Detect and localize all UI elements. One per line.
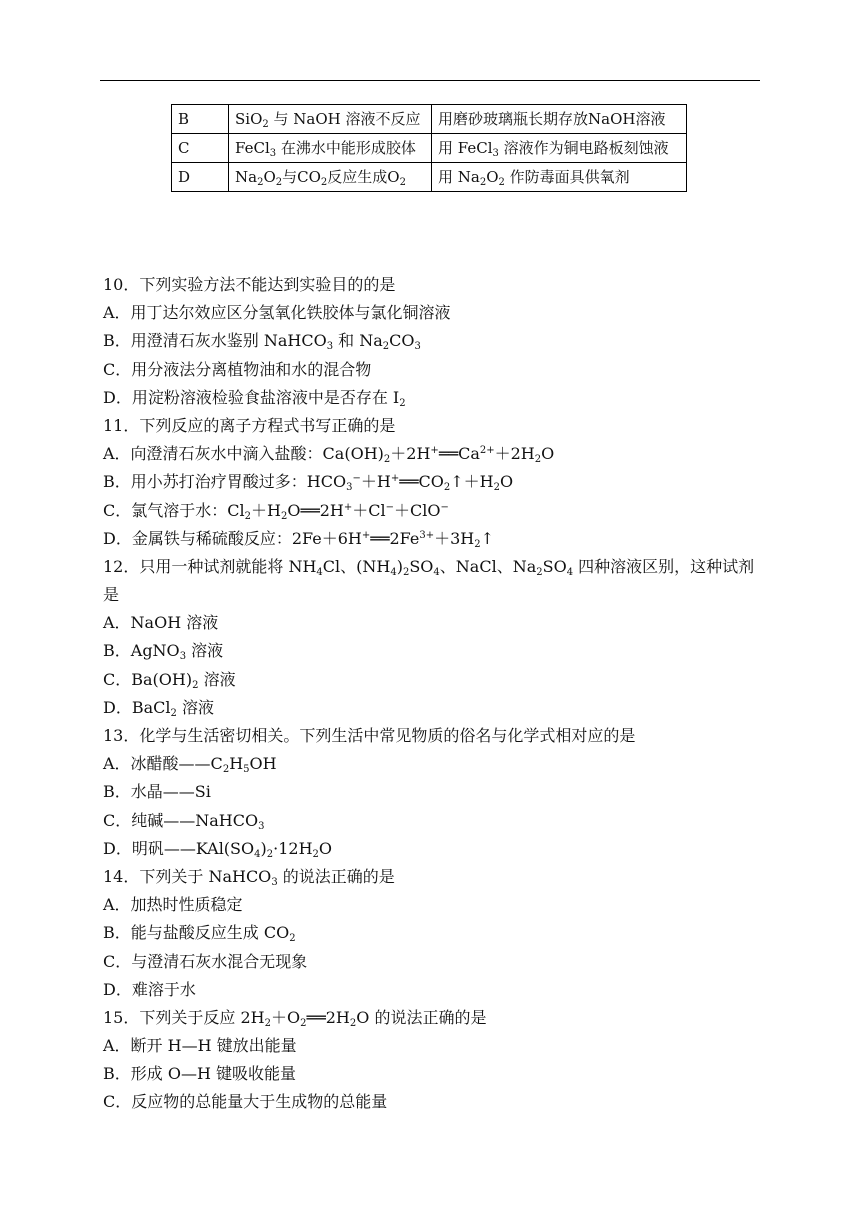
fact-cell: $Na_2O_2$与$CO_2$反应生成$O_2$	[229, 163, 432, 192]
question-stem: 12．只用一种试剂就能将 $NH_4Cl$、$(NH_4)_2SO_4$、NaCl、$Na_2SO_4$ 四种溶液区别，这种试剂	[103, 556, 755, 578]
fact-cell: SiO$_2$ 与 NaOH 溶液不反应	[229, 105, 432, 134]
answer-option: A．NaOH 溶液	[103, 613, 219, 633]
answer-option: C．与澄清石灰水混合无现象	[103, 951, 308, 971]
answer-option: C．$Ba(OH)_2$ 溶液	[103, 669, 236, 691]
answer-option: C．纯碱——NaHCO$_3$	[103, 810, 265, 832]
table-row	[172, 105, 687, 134]
answer-option: A．加热时性质稳定	[103, 895, 243, 915]
answer-option: C．用分液法分离植物油和水的混合物	[103, 359, 372, 379]
answer-option: B．用小苏打治疗胃酸过多：$HCO_3^-+H^+══CO_2↑+H_2O$	[103, 472, 514, 494]
answer-option: 是	[103, 585, 120, 605]
fact-cell: FeCl$_3$ 在沸水中能形成胶体	[229, 134, 432, 163]
table-row	[172, 163, 687, 192]
header-rule	[100, 80, 760, 81]
question-stem: 15．下列关于反应 $2H_2+O_2══2H_2O$ 的说法正确的是	[103, 1007, 487, 1029]
option-label: B	[172, 105, 229, 134]
options-table	[171, 104, 687, 192]
answer-option: D．明矾$——KAl(SO_4)_2\cdot 12H_2O$	[103, 838, 333, 860]
answer-option: D．用淀粉溶液检验食盐溶液中是否存在 $I_2$	[103, 387, 406, 409]
application-cell: 用 FeCl$_3$ 溶液作为铜电路板刻蚀液	[432, 134, 687, 163]
answer-option: B．AgNO$_3$ 溶液	[103, 641, 224, 663]
application-cell: 用 $Na_2O_2$ 作防毒面具供氧剂	[432, 163, 687, 192]
answer-option: D．金属铁与稀硫酸反应：$2Fe+6H^+══2Fe^{3+}+3H_2↑$	[103, 528, 495, 550]
answer-option: A．用丁达尔效应区分氢氧化铁胶体与氯化铜溶液	[103, 303, 451, 323]
question-stem: 13．化学与生活密切相关。下列生活中常见物质的俗名与化学式相对应的是	[103, 726, 636, 745]
questions-body	[103, 271, 763, 1117]
question-stem: 10．下列实验方法不能达到实验目的的是	[103, 275, 396, 294]
answer-option: D．BaCl$_2$ 溶液	[103, 697, 214, 719]
answer-option: B．水晶——Si	[103, 782, 211, 802]
answer-option: B．用澄清石灰水鉴别 NaHCO$_3$ 和 $Na_2CO_3$	[103, 331, 421, 353]
question-stem: 11．下列反应的离子方程式书写正确的是	[103, 415, 396, 435]
answer-option: B．能与盐酸反应生成 $CO_2$	[103, 923, 296, 945]
answer-option: C．氯气溶于水：$Cl_2+H_2O══2H^++Cl^-+ClO^-$	[103, 500, 449, 522]
application-cell: 用磨砂玻璃瓶长期存放NaOH溶液	[432, 105, 687, 134]
option-label: D	[172, 163, 229, 192]
question-stem: 14．下列关于 NaHCO$_3$ 的说法正确的是	[103, 866, 395, 888]
answer-option: D．难溶于水	[103, 979, 196, 999]
table-row	[172, 134, 687, 163]
answer-option: A．冰醋酸$——C_2H_5OH$	[103, 754, 277, 776]
option-label: C	[172, 134, 229, 163]
answer-option: A．向澄清石灰水中滴入盐酸：$Ca(OH)_2+2H^+══Ca^{2+}+2H_2O$	[103, 444, 555, 466]
answer-option: B．形成 O—H 键吸收能量	[103, 1064, 297, 1084]
answer-option: A．断开 H—H 键放出能量	[103, 1036, 297, 1056]
answer-option: C．反应物的总能量大于生成物的总能量	[103, 1092, 388, 1112]
